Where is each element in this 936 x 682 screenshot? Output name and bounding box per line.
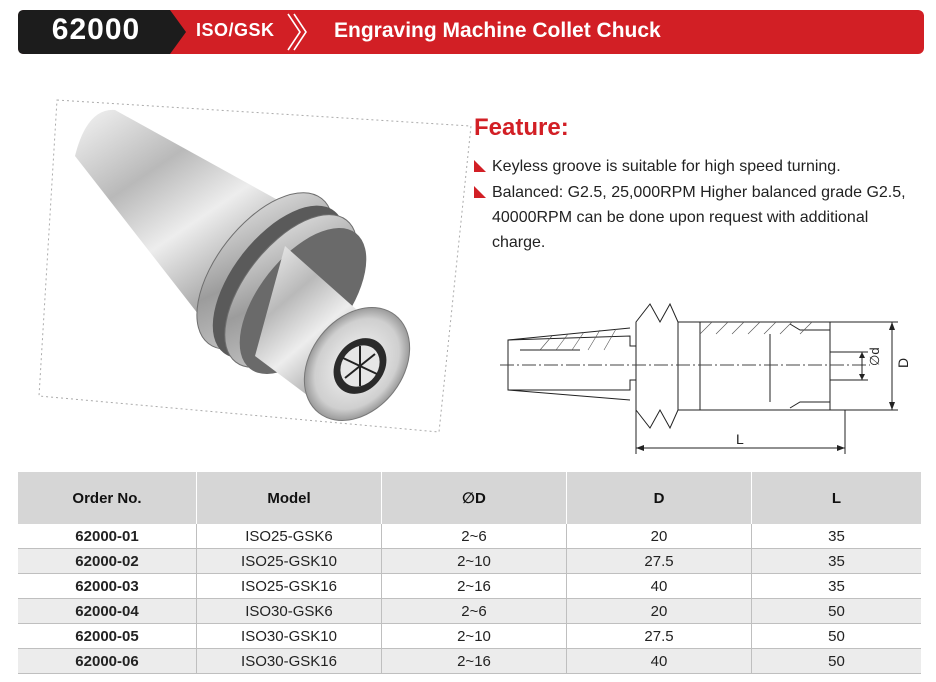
feature-item — [474, 180, 924, 255]
feature-text: Balanced: G2.5, 25,000RPM Higher balanced grade G2.5, 40000RPM can be done upon request with additional charge. — [492, 184, 906, 251]
header-banner — [18, 10, 924, 54]
order-no-cell: 62000-03 — [18, 574, 197, 599]
col-header-model: Model — [197, 472, 382, 524]
l-cell: 35 — [752, 549, 922, 574]
small-d-cell: 2~10 — [382, 549, 567, 574]
dim-label-d: D — [895, 357, 910, 368]
table-row — [18, 549, 921, 574]
order-no-cell: 62000-04 — [18, 599, 197, 624]
l-cell: 50 — [752, 649, 922, 674]
standard-label: ISO/GSK — [196, 20, 275, 40]
order-no-cell: 62000-06 — [18, 649, 197, 674]
model-cell: ISO30-GSK10 — [197, 624, 382, 649]
order-no-cell: 62000-05 — [18, 624, 197, 649]
table-header-row — [18, 472, 921, 524]
spec-table — [18, 472, 921, 674]
bullet-triangle-icon — [474, 186, 486, 198]
d-cell: 40 — [567, 649, 752, 674]
table-row — [18, 574, 921, 599]
order-no-cell: 62000-02 — [18, 549, 197, 574]
small-d-cell: 2~10 — [382, 624, 567, 649]
product-photo — [35, 96, 475, 436]
model-cell: ISO30-GSK16 — [197, 649, 382, 674]
model-cell: ISO30-GSK6 — [197, 599, 382, 624]
l-cell: 50 — [752, 599, 922, 624]
model-cell: ISO25-GSK6 — [197, 524, 382, 549]
feature-item — [474, 154, 924, 179]
d-cell: 27.5 — [567, 624, 752, 649]
d-cell: 20 — [567, 524, 752, 549]
l-cell: 35 — [752, 524, 922, 549]
dim-label-l: L — [736, 431, 744, 447]
d-cell: 40 — [567, 574, 752, 599]
col-header-small-d: ∅D — [382, 472, 567, 524]
page-title: Engraving Machine Collet Chuck — [334, 19, 661, 42]
order-no-cell: 62000-01 — [18, 524, 197, 549]
small-d-cell: 2~16 — [382, 574, 567, 599]
col-header-d: D — [567, 472, 752, 524]
table-row — [18, 599, 921, 624]
bullet-triangle-icon — [474, 160, 486, 172]
l-cell: 50 — [752, 624, 922, 649]
table-row — [18, 649, 921, 674]
table-row — [18, 524, 921, 549]
col-header-order-no: Order No. — [18, 472, 197, 524]
d-cell: 27.5 — [567, 549, 752, 574]
dimension-drawing — [500, 292, 910, 462]
collet-chuck-image — [35, 96, 475, 436]
model-cell: ISO25-GSK10 — [197, 549, 382, 574]
table-row — [18, 624, 921, 649]
small-d-cell: 2~6 — [382, 599, 567, 624]
l-cell: 35 — [752, 574, 922, 599]
technical-drawing — [500, 292, 910, 462]
d-cell: 20 — [567, 599, 752, 624]
small-d-cell: 2~16 — [382, 649, 567, 674]
feature-text: Keyless groove is suitable for high speed turning. — [492, 158, 841, 175]
small-d-cell: 2~6 — [382, 524, 567, 549]
feature-title: Feature: — [474, 114, 569, 141]
feature-list — [474, 154, 924, 256]
model-cell: ISO25-GSK16 — [197, 574, 382, 599]
product-code: 62000 — [51, 13, 141, 46]
col-header-l: L — [752, 472, 922, 524]
dim-label-small-d: ∅d — [867, 347, 882, 366]
